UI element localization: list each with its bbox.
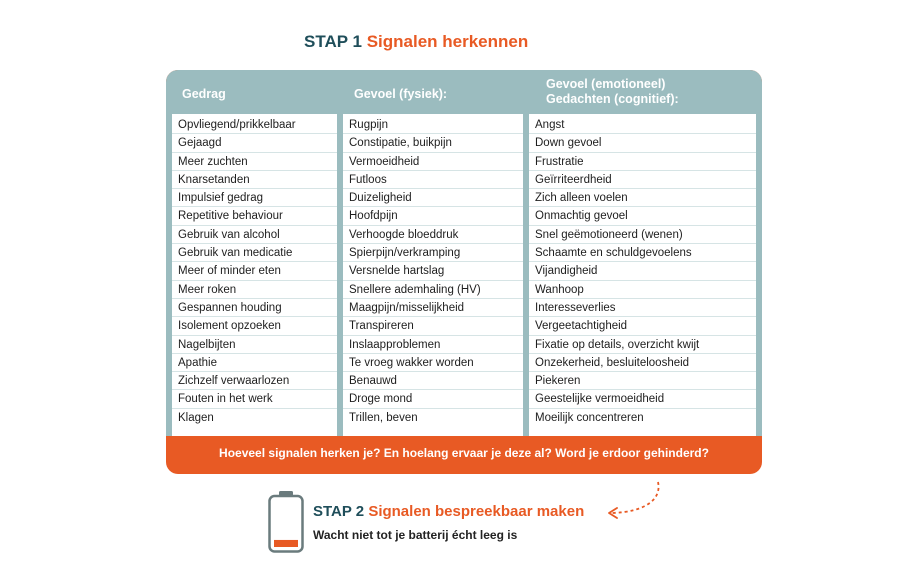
- gedrag-cell: Gejaagd: [172, 134, 337, 152]
- emotioneel-cell: Interesseverlies: [529, 299, 756, 317]
- gedrag-cell: Gebruik van medicatie: [172, 244, 337, 262]
- gedrag-cell: Fouten in het werk: [172, 390, 337, 408]
- header-emotioneel: [546, 77, 679, 107]
- step2-label: STAP 2: [313, 503, 365, 520]
- emotioneel-cell: Snel geëmotioneerd (wenen): [529, 226, 756, 244]
- emotioneel-cell: Onzekerheid, besluiteloosheid: [529, 354, 756, 372]
- emotioneel-cell: Wanhoop: [529, 281, 756, 299]
- fysiek-cell: Te vroeg wakker worden: [343, 354, 523, 372]
- fysiek-cell: Versnelde hartslag: [343, 262, 523, 280]
- emotioneel-cell: Piekeren: [529, 372, 756, 390]
- header-cognitief-line2: Gedachten (cognitief):: [546, 92, 679, 106]
- emotioneel-cell: Geïrriteerdheid: [529, 171, 756, 189]
- fysiek-cell: Maagpijn/misselijkheid: [343, 299, 523, 317]
- column-gedrag: [172, 116, 337, 427]
- emotioneel-cell: Angst: [529, 116, 756, 134]
- gedrag-cell: Klagen: [178, 411, 214, 424]
- fysiek-cell: Droge mond: [343, 390, 523, 408]
- step2-heading: Signalen bespreekbaar maken: [368, 503, 585, 520]
- step1-heading: Signalen herkennen: [366, 32, 529, 51]
- emotioneel-cell: Onmachtig gevoel: [529, 207, 756, 225]
- gedrag-cell: Repetitive behaviour: [172, 207, 337, 225]
- fysiek-cell: Trillen, beven: [349, 411, 418, 424]
- step2-title: [313, 503, 584, 520]
- reflection-question: Hoeveel signalen herken je? En hoelang ervaar je deze al? Word je erdoor gehinderd?: [219, 446, 709, 460]
- gedrag-cell: Knarsetanden: [172, 171, 337, 189]
- fysiek-cell: Spierpijn/verkramping: [343, 244, 523, 262]
- fysiek-cell: Transpireren: [343, 317, 523, 335]
- fysiek-cell: Inslaapproblemen: [343, 336, 523, 354]
- emotioneel-cell: Schaamte en schuldgevoelens: [529, 244, 756, 262]
- header-fysiek: Gevoel (fysiek):: [354, 87, 448, 101]
- gedrag-cell: Meer of minder eten: [172, 262, 337, 280]
- gedrag-cell: Nagelbijten: [172, 336, 337, 354]
- header-gedrag: Gedrag: [182, 87, 226, 101]
- emotioneel-cell: Vijandigheid: [529, 262, 756, 280]
- fysiek-cell: Verhoogde bloeddruk: [343, 226, 523, 244]
- gedrag-cell: Meer zuchten: [172, 153, 337, 171]
- step2-subtitle: Wacht niet tot je batterij écht leeg is: [313, 528, 518, 542]
- gedrag-cell: Meer roken: [172, 281, 337, 299]
- fysiek-cell: Futloos: [343, 171, 523, 189]
- gedrag-cell: Gebruik van alcohol: [172, 226, 337, 244]
- fysiek-cell: Benauwd: [343, 372, 523, 390]
- fysiek-cell: Snellere ademhaling (HV): [343, 281, 523, 299]
- gedrag-cell: Apathie: [172, 354, 337, 372]
- emotioneel-cell: Fixatie op details, overzicht kwijt: [529, 336, 756, 354]
- step1-title: [304, 32, 528, 52]
- curved-arrow-icon: [604, 478, 666, 524]
- fysiek-cell: Duizeligheid: [343, 189, 523, 207]
- fysiek-cell: Rugpijn: [343, 116, 523, 134]
- gedrag-cell: Gespannen houding: [172, 299, 337, 317]
- battery-level-fill: [274, 540, 298, 547]
- battery-icon: [268, 491, 304, 553]
- emotioneel-cell: Down gevoel: [529, 134, 756, 152]
- fysiek-cell: Hoofdpijn: [343, 207, 523, 225]
- emotioneel-cell: Geestelijke vermoeidheid: [529, 390, 756, 408]
- emotioneel-cell: Vergeetachtigheid: [529, 317, 756, 335]
- gedrag-cell: Opvliegend/prikkelbaar: [172, 116, 337, 134]
- column-emotioneel: [529, 116, 756, 427]
- step1-label: STAP 1: [304, 32, 362, 51]
- gedrag-cell: Zichzelf verwaarlozen: [172, 372, 337, 390]
- gedrag-cell: Impulsief gedrag: [172, 189, 337, 207]
- gedrag-cell: Isolement opzoeken: [172, 317, 337, 335]
- column-fysiek: [343, 116, 523, 427]
- emotioneel-cell: Moeilijk concentreren: [535, 411, 644, 424]
- signals-card: [166, 70, 762, 474]
- fysiek-cell: Vermoeidheid: [343, 153, 523, 171]
- emotioneel-cell: Zich alleen voelen: [529, 189, 756, 207]
- header-emotioneel-line1: Gevoel (emotioneel): [546, 77, 666, 91]
- fysiek-cell: Constipatie, buikpijn: [343, 134, 523, 152]
- emotioneel-cell: Frustratie: [529, 153, 756, 171]
